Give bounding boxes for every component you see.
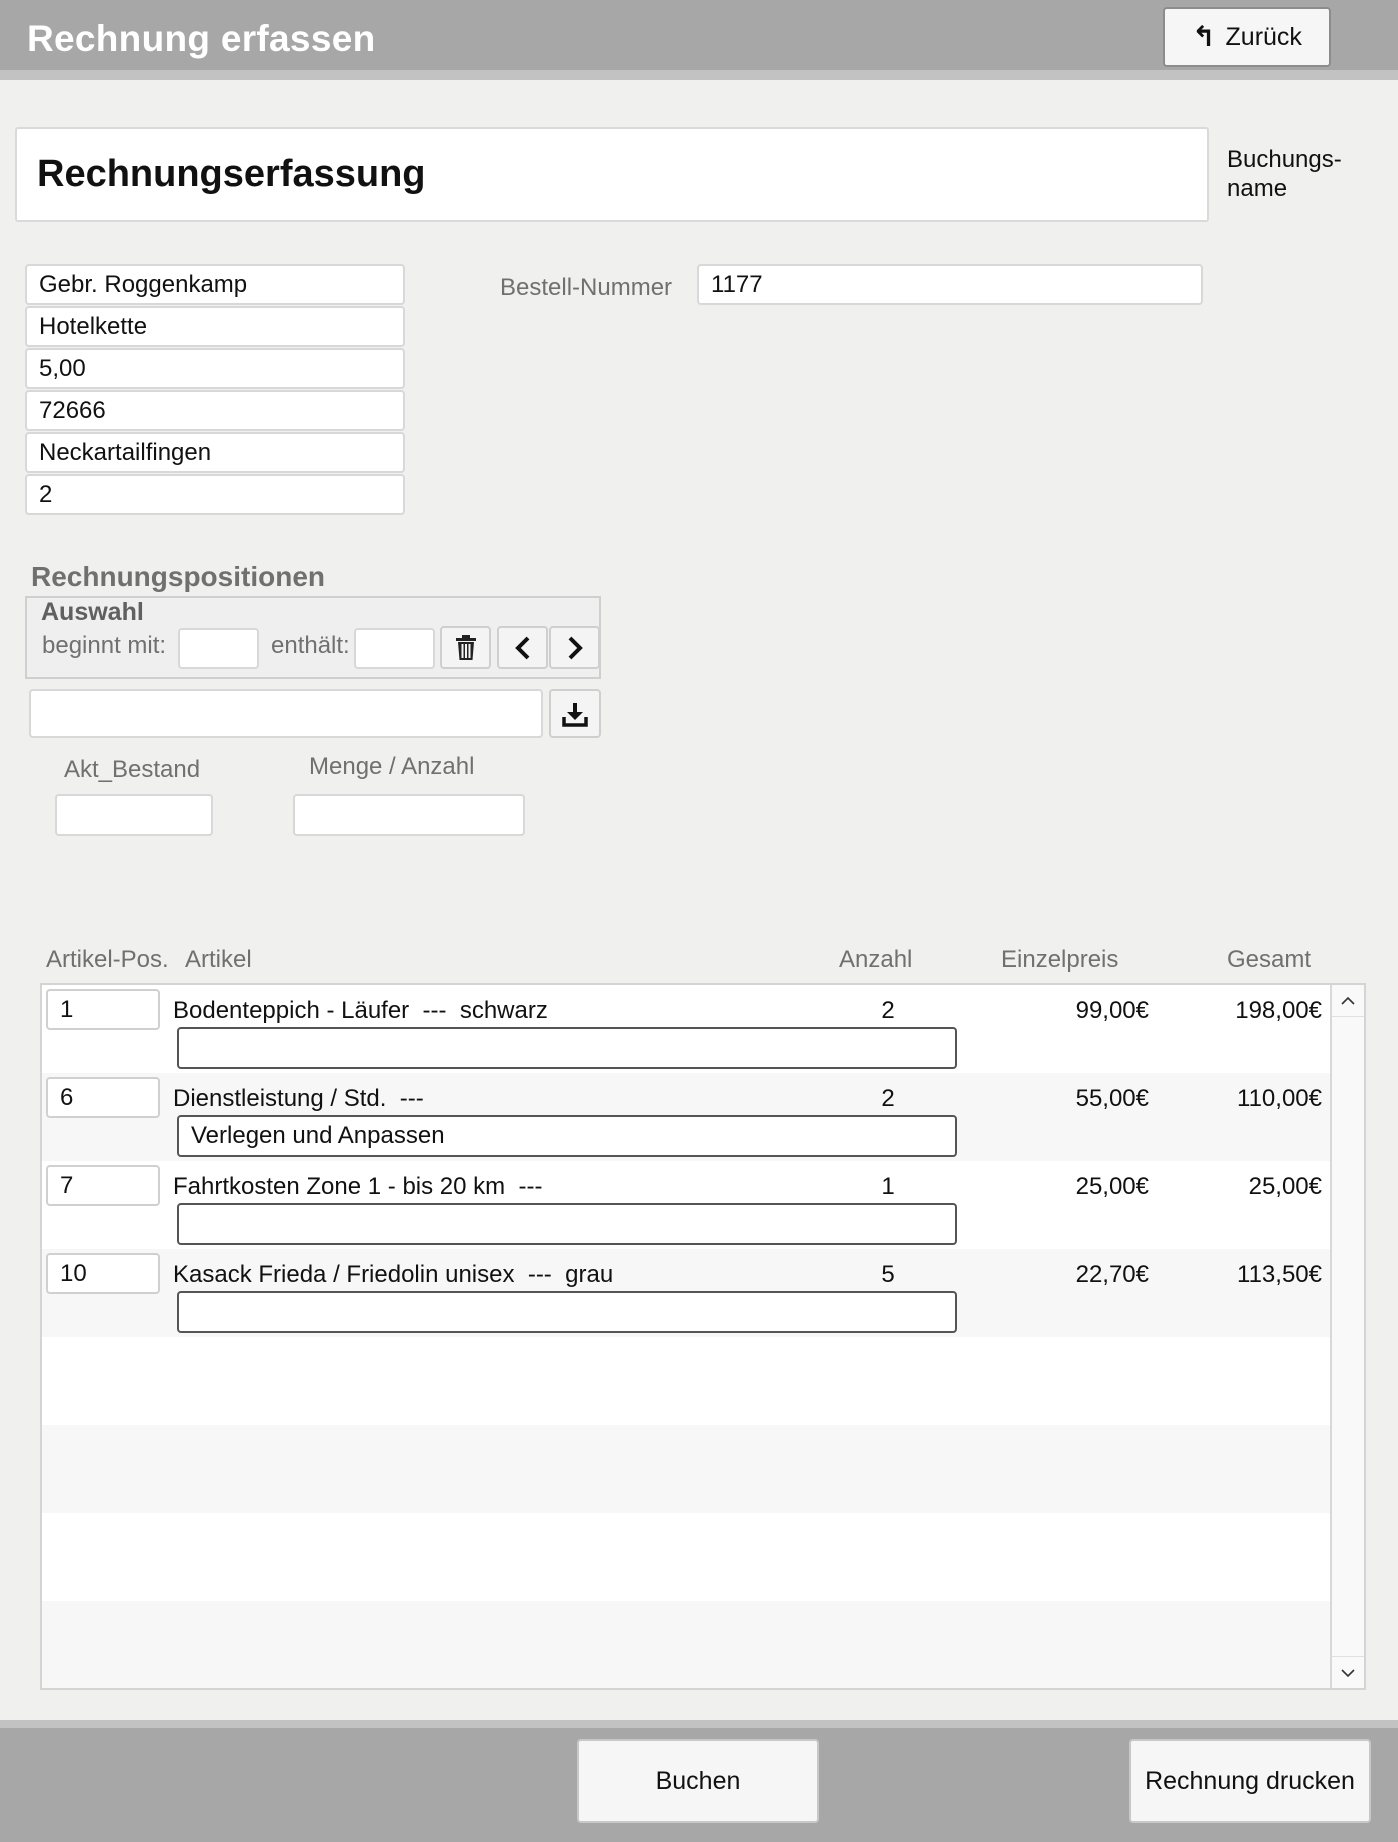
book-button[interactable]: Buchen	[577, 1739, 819, 1823]
stock-label: Akt_Bestand	[64, 756, 201, 783]
row-note-input[interactable]	[177, 1203, 957, 1245]
column-header-qty: Anzahl	[839, 946, 913, 973]
filter-title: Auswahl	[41, 598, 144, 626]
table-row[interactable]	[42, 1073, 1332, 1161]
contains-input[interactable]	[354, 628, 435, 669]
contains-label: enthält:	[271, 632, 350, 659]
row-qty: 2	[881, 1085, 895, 1112]
chevron-up-icon	[1340, 996, 1356, 1006]
row-article: Kasack Frieda / Friedolin unisex --- grau	[173, 1261, 614, 1288]
row-unit-price: 25,00€	[1075, 1173, 1149, 1200]
row-note-input[interactable]	[177, 1291, 957, 1333]
row-qty: 5	[881, 1261, 895, 1288]
starts-with-input[interactable]	[178, 628, 259, 669]
row-pos-input[interactable]: 1	[46, 989, 160, 1030]
article-select[interactable]	[29, 689, 543, 738]
booking-name-label	[1227, 145, 1387, 203]
table-row[interactable]	[42, 1161, 1332, 1249]
row-note-input[interactable]	[177, 1027, 957, 1069]
empty-row	[42, 1337, 1332, 1425]
starts-with-label: beginnt mit:	[42, 632, 167, 659]
footer-bar	[0, 1720, 1398, 1842]
chevron-left-icon	[514, 636, 532, 660]
customer-name-field[interactable]: Gebr. Roggenkamp	[25, 264, 405, 305]
order-number-label: Bestell-Nummer	[500, 274, 673, 301]
customer-city-field[interactable]: Neckartailfingen	[25, 432, 405, 473]
column-header-unit-price: Einzelpreis	[1001, 946, 1119, 973]
row-article: Dienstleistung / Std. ---	[173, 1085, 424, 1112]
customer-zip-field[interactable]: 72666	[25, 390, 405, 431]
row-article: Bodenteppich - Läufer --- schwarz	[173, 997, 548, 1024]
row-unit-price: 22,70€	[1075, 1261, 1149, 1288]
stock-field[interactable]	[55, 794, 213, 836]
row-total: 25,00€	[1248, 1173, 1322, 1200]
order-number-field[interactable]: 1177	[697, 264, 1203, 305]
back-arrow-icon: ↰	[1192, 21, 1216, 52]
chevron-right-icon	[566, 636, 584, 660]
title-bar	[0, 0, 1398, 80]
row-pos-input[interactable]: 7	[46, 1165, 160, 1206]
positions-table	[40, 983, 1366, 1690]
column-header-pos: Artikel-Pos.	[46, 946, 169, 973]
table-row[interactable]	[42, 1249, 1332, 1337]
back-button[interactable]	[1163, 7, 1331, 67]
row-total: 110,00€	[1237, 1085, 1322, 1112]
filter-panel	[25, 596, 601, 679]
scroll-up-button[interactable]	[1332, 985, 1364, 1017]
row-article: Fahrtkosten Zone 1 - bis 20 km ---	[173, 1173, 543, 1200]
download-icon	[562, 701, 588, 727]
row-pos-input[interactable]: 6	[46, 1077, 160, 1118]
previous-button[interactable]	[497, 626, 548, 669]
row-total: 198,00€	[1235, 997, 1322, 1024]
empty-row	[42, 1425, 1332, 1513]
row-qty: 1	[881, 1173, 895, 1200]
add-article-button[interactable]	[549, 689, 601, 738]
row-total: 113,50€	[1237, 1261, 1322, 1288]
chevron-down-icon	[1340, 1668, 1356, 1678]
positions-title: Rechnungspositionen	[31, 561, 325, 592]
empty-row	[42, 1601, 1332, 1689]
row-unit-price: 99,00€	[1075, 997, 1149, 1024]
column-header-article: Artikel	[185, 946, 252, 973]
window-title: Rechnung erfassen	[27, 18, 376, 59]
row-pos-input[interactable]: 10	[46, 1253, 160, 1294]
customer-type-field[interactable]: Hotelkette	[25, 306, 405, 347]
empty-row	[42, 1513, 1332, 1601]
customer-discount-field[interactable]: 5,00	[25, 348, 405, 389]
back-button-label: Zurück	[1225, 22, 1302, 51]
table-scrollbar[interactable]	[1330, 985, 1364, 1688]
customer-number-field[interactable]: 2	[25, 474, 405, 515]
row-note-input[interactable]: Verlegen und Anpassen	[177, 1115, 957, 1157]
print-invoice-button[interactable]: Rechnung drucken	[1129, 1739, 1371, 1823]
trash-icon	[455, 635, 477, 661]
booking-name-field[interactable]: Rechnungserfassung	[15, 127, 1209, 222]
table-row[interactable]	[42, 985, 1332, 1073]
clear-filter-button[interactable]	[440, 626, 491, 669]
quantity-label: Menge / Anzahl	[309, 753, 475, 780]
booking-name-label-text: Buchungs- name	[1227, 146, 1342, 202]
column-header-total: Gesamt	[1227, 946, 1312, 973]
scroll-down-button[interactable]	[1332, 1656, 1364, 1688]
row-qty: 2	[881, 997, 895, 1024]
next-button[interactable]	[549, 626, 600, 669]
row-unit-price: 55,00€	[1075, 1085, 1149, 1112]
quantity-field[interactable]	[293, 794, 525, 836]
